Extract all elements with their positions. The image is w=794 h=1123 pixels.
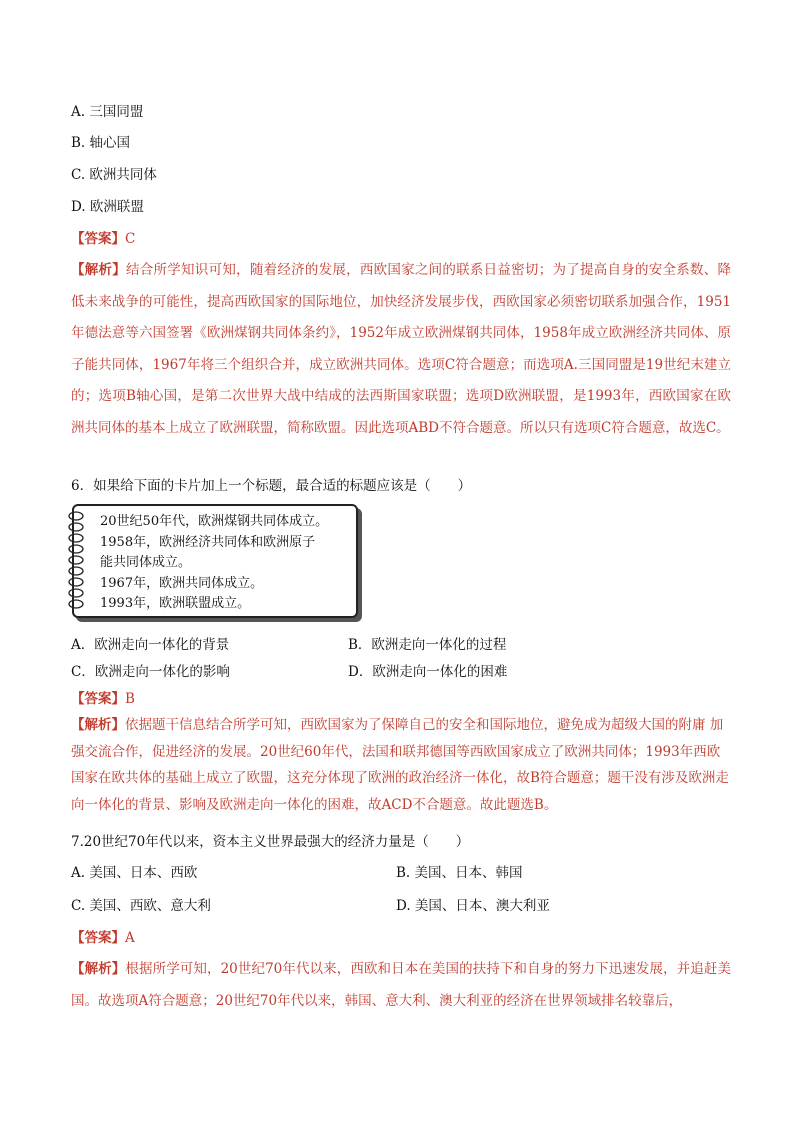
- q5-answer-value: C: [125, 231, 136, 247]
- q7-answer-value: A: [125, 930, 135, 946]
- q7-option-a: A. 美国、日本、西欧: [71, 865, 198, 881]
- q5-answer: [71, 230, 135, 248]
- q7-analysis-tag: 【解析】: [71, 961, 126, 977]
- q5-option-b: B. 轴心国: [71, 135, 131, 151]
- spiral-binding-icon: [66, 510, 86, 612]
- q7-analysis-text: 根据所学可知，20世纪70年代以来，西欧和日本在美国的扶持下和自身的努力下迅速发展，并追赶美国。故选项A符合题意；20世纪70年代以来，韩国、意大利、澳大利亚的经济在世界领域排名较靠后，: [71, 961, 732, 1009]
- q5-analysis-text: 结合所学知识可知，随着经济的发展，西欧国家之间的联系日益密切；为了提高自身的安全系数、降低未来战争的可能性，提高西欧国家的国际地位，加快经济发展步伐，西欧国家必须密切联系加强合作，1951年德法意等六国签署《欧洲煤钢共同体条约》，1952年成立欧洲煤钢共同体，1958年成立欧洲经济共同体、原子能共同体，1967年将三个组织合并，成立欧洲共同体。选项C符合题意；而选项A.三国同盟是19世纪末建立的；选项B轴心国，是第二次世界大战中结成的法西斯国家联盟；选项D欧洲联盟，是1993年，西欧国家在欧洲共同体的基本上成立了欧洲联盟，简称欧盟。因此选项ABD不符合题意。所以只有选项C符合题意，故选C。: [71, 262, 732, 436]
- q6-answer: [71, 690, 135, 708]
- card-line: 能共同体成立。: [100, 555, 192, 570]
- q6-analysis-text: 依据题干信息结合所学可知，西欧国家为了保障自己的安全和国际地位，避免成为超级大国的附庸 加强交流合作，促进经济的发展。20世纪60年代，法国和联邦德国等西欧国家成立了欧洲共同体；1993年西欧国家在欧共体的基础上成立了欧盟，这充分体现了欧洲的政治经济一体化，故B符合题意；题干没有涉及欧洲走向一体化的背景、影响及欧洲走向一体化的困难，故ACD不合题意。故此题选B。: [71, 717, 729, 813]
- q7-analysis: [71, 954, 731, 1017]
- q5-analysis-tag: 【解析】: [71, 262, 127, 278]
- q6-question: 6．如果给下面的卡片加上一个标题，最合适的标题应该是（ ）: [71, 478, 472, 494]
- q7-question: 7.20世纪70年代以来，资本主义世界最强大的经济力量是（ ）: [71, 834, 470, 850]
- card-line: 1967年，欧洲共同体成立。: [100, 575, 264, 591]
- q6-option-d: D．欧洲走向一体化的困难: [348, 664, 508, 680]
- q6-analysis: [71, 712, 731, 818]
- q5-option-d: D. 欧洲联盟: [71, 199, 144, 215]
- q6-option-c: C．欧洲走向一体化的影响: [71, 664, 230, 680]
- card-line: 1958年，欧洲经济共同体和欧洲原子: [100, 534, 316, 550]
- q7-option-d: D. 美国、日本、澳大利亚: [396, 898, 550, 914]
- q5-option-a: A. 三国同盟: [71, 104, 144, 120]
- card-line: 1993年，欧洲联盟成立。: [100, 596, 251, 611]
- q5-option-c: C. 欧洲共同体: [71, 167, 157, 183]
- info-card: [72, 504, 358, 618]
- q7-answer: [71, 929, 135, 947]
- q7-option-c: C. 美国、西欧、意大利: [71, 898, 211, 914]
- q6-analysis-tag: 【解析】: [71, 717, 125, 733]
- q6-option-b: B．欧洲走向一体化的过程: [348, 637, 507, 653]
- q7-option-b: B. 美国、日本、韩国: [396, 865, 523, 881]
- q6-answer-tag: 【答案】: [71, 691, 125, 707]
- q5-answer-tag: 【答案】: [71, 231, 125, 247]
- card-line: 20世纪50年代，欧洲煤钢共同体成立。: [100, 514, 329, 529]
- card-text: [100, 512, 328, 615]
- q6-option-a: A．欧洲走向一体化的背景: [71, 637, 230, 653]
- q5-analysis: [71, 255, 731, 444]
- q6-answer-value: B: [125, 691, 135, 707]
- q7-answer-tag: 【答案】: [71, 930, 125, 946]
